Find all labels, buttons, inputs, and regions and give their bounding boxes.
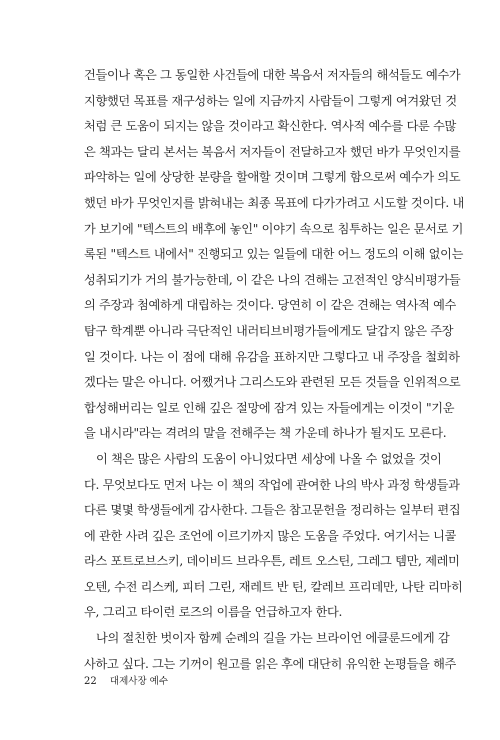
text-line: 오텐, 수전 리스케, 피터 그린, 재레트 반 틴, 칼레브 프리데만, 나탄 리마히	[84, 579, 463, 594]
text-line: 일 것이다. 나는 이 점에 대해 유감을 표하지만 그렇다고 내 주장을 철회하	[84, 349, 460, 364]
text-line: 합성해버리는 일로 인해 깊은 절망에 잠겨 있는 자들에게는 이것이 "기운	[84, 400, 455, 415]
text-line: 라스 포트로브스키, 데이비드 브라우튼, 레트 오스틴, 그레그 템만, 제레미	[84, 554, 460, 569]
text-line: 이 책은 많은 사람의 도움이 아니었다면 세상에 나올 수 없었을 것이	[96, 451, 442, 466]
paragraph	[84, 447, 463, 626]
page-number: 22	[84, 676, 97, 687]
text-line: 다른 몇몇 학생들에게 감사한다. 그들은 참고문헌을 정리하는 일부터 편집	[84, 503, 461, 518]
text-line: 지향했던 목표를 재구성하는 일에 지금까지 사람들이 그렇게 여겨왔던 것	[84, 93, 457, 108]
running-title: 대제사장 예수	[109, 676, 169, 687]
text-line: 은 책과는 달리 본서는 복음서 저자들이 전달하고자 했던 바가 무엇인지를	[84, 144, 461, 159]
paragraph	[84, 626, 457, 677]
text-line: 파악하는 일에 상당한 분량을 할애할 것이며 그렇게 함으로써 예수가 의도	[84, 170, 461, 185]
text-line: 탐구 학계뿐 아니라 극단적인 내러티브비평가들에게도 달갑지 않은 주장	[84, 323, 454, 338]
text-line: 의 주장과 첨예하게 대립하는 것이다. 당연히 이 같은 견해는 역사적 예수	[84, 298, 457, 313]
text-line: 가 보기에 "텍스트의 배후에 놓인" 이야기 속으로 침투하는 일은 문서로 기	[84, 221, 464, 236]
page-footer	[84, 675, 168, 689]
text-line: 다. 무엇보다도 먼저 나는 이 책의 작업에 관여한 나의 박사 과정 학생들과	[84, 477, 460, 492]
body-text	[84, 63, 464, 677]
paragraph	[84, 63, 464, 447]
text-line: 록된 "텍스트 내에서" 진행되고 있는 일들에 대한 어느 정도의 이해 없이는	[84, 247, 464, 262]
text-line: 사하고 싶다. 그는 기꺼이 원고를 읽은 후에 대단히 유익한 논평들을 해주	[84, 656, 457, 671]
text-line: 겠다는 말은 아니다. 어쨌거나 그리스도와 관련된 모든 것들을 인위적으로	[84, 375, 461, 390]
text-line: 처럼 큰 도움이 되지는 않을 것이라고 확신한다. 역사적 예수를 다룬 수많	[84, 119, 457, 134]
text-line: 성취되기가 거의 불가능한데, 이 같은 나의 견해는 고전적인 양식비평가들	[84, 272, 461, 287]
text-line: 했던 바가 무엇인지를 밝혀내는 최종 목표에 다가가려고 시도할 것이다. 내	[84, 195, 464, 210]
text-line: 나의 절친한 벗이자 함께 순례의 길을 가는 브라이언 에클룬드에게 감	[96, 631, 450, 646]
text-line: 에 관한 사려 깊은 조언에 이르기까지 많은 도움을 주었다. 여기서는 니콜	[84, 528, 457, 543]
text-line: 을 내시라"라는 격려의 말을 전해주는 책 가운데 하나가 될지도 모른다.	[84, 426, 447, 441]
text-line: 건들이나 혹은 그 동일한 사건들에 대한 복음서 저자들의 해석들도 예수가	[84, 68, 461, 82]
text-line: 우, 그리고 타이런 로즈의 이름을 언급하고자 한다.	[84, 605, 343, 620]
